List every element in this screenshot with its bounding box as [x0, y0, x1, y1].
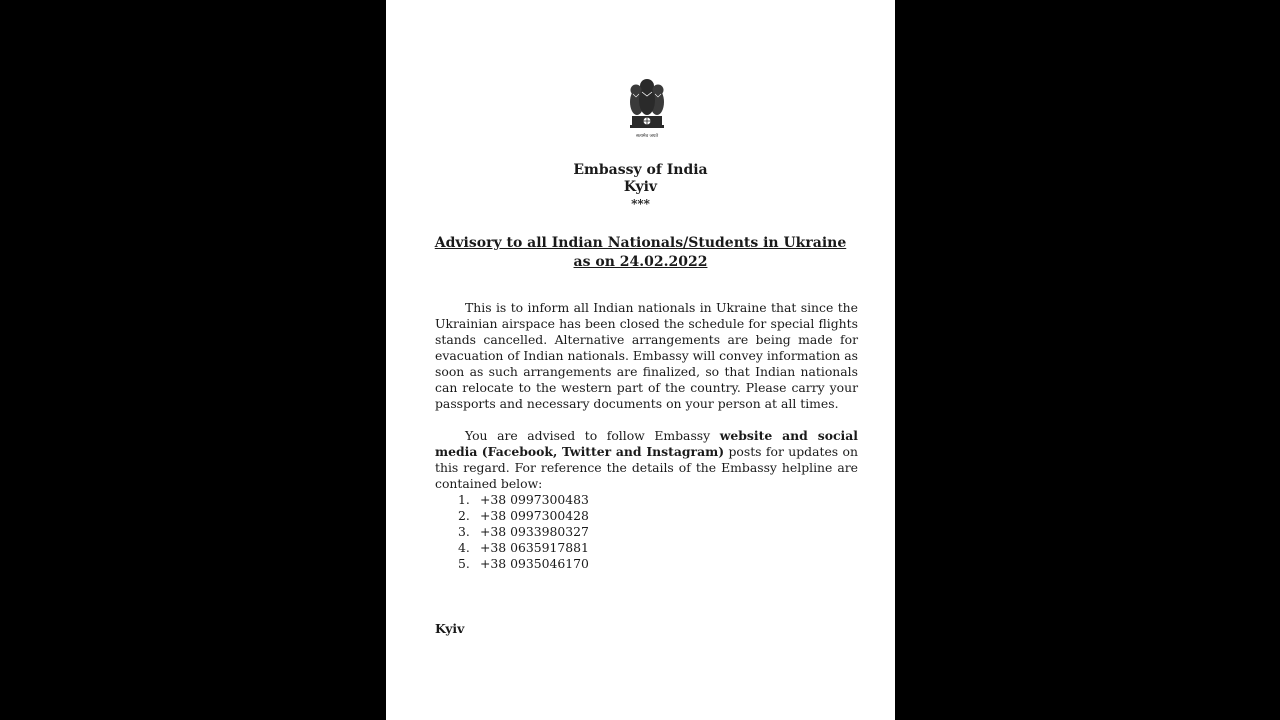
advisory-title: Advisory to all Indian Nationals/Students in Ukraine: [434, 235, 847, 251]
paragraph-2-text-2: posts for updates on this regard. For reference the details of the Embassy helpline are contained below:: [435, 444, 858, 491]
helpline-number: 1.: [458, 492, 470, 507]
helpline-number: 2.: [458, 508, 470, 523]
paragraph-2-bold-2: (Facebook, Twitter and Instagram): [481, 444, 725, 459]
helpline-phone: +38 0997300428: [480, 508, 589, 523]
paragraph-1: This is to inform all Indian nationals in Ukraine that since the Ukrainian airspace has been closed the schedule for special flights stands cancelled. Alternative arrangements are being made for evacuation of Indian nationals. Embassy will convey information as soon as such arrangements are finalized, so that Indian nationals can relocate to the western part of the country. Please carry your passports and necessary documents on your person at all times.: [435, 300, 858, 411]
national-emblem-icon: [622, 72, 672, 140]
helpline-phone: +38 0935046170: [480, 556, 589, 571]
helpline-item: [458, 508, 589, 524]
helpline-phone: +38 0933980327: [480, 524, 589, 539]
paragraph-2-text-1: You are advised to follow Embassy: [465, 428, 720, 443]
advisory-date: as on 24.02.2022: [573, 254, 708, 270]
helpline-item: [458, 524, 589, 540]
separator-stars: ***: [631, 197, 650, 211]
document-page: [386, 0, 895, 720]
office-name: Embassy of India: [573, 162, 708, 178]
helpline-number: 4.: [458, 540, 470, 555]
helpline-number: 3.: [458, 524, 470, 539]
emblem-motto: सत्यमेव जयते: [635, 134, 659, 139]
helpline-item: [458, 556, 589, 572]
paragraph-2-bold-1: website and social media: [435, 428, 859, 459]
helpline-phone: +38 0997300483: [480, 492, 589, 507]
helpline-list: [458, 492, 589, 572]
helpline-number: 5.: [458, 556, 470, 571]
office-city: Kyiv: [623, 179, 658, 195]
signoff-city: Kyiv: [435, 621, 465, 636]
helpline-item: [458, 492, 589, 508]
helpline-phone: +38 0635917881: [480, 540, 589, 555]
paragraph-2: [435, 428, 858, 492]
helpline-item: [458, 540, 589, 556]
